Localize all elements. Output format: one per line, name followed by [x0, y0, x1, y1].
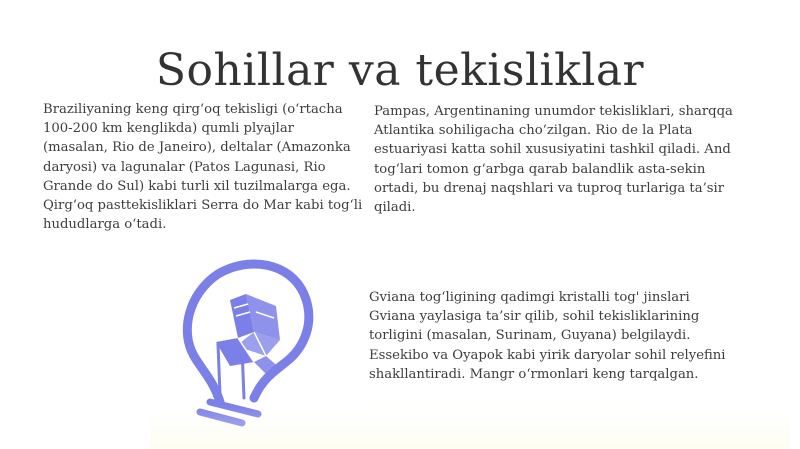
- paragraph-guiana: Gviana tog‘ligining qadimgi kristalli tog' jinslari Gviana yaylasiga ta’sir qilib, sohil tekisliklarining torligini (masalan, Surinam, Guyana) belgilaydi. Essekibo va Oyapok kabi yirik daryolar sohil relyefini shakllantiradi. Mangr o‘rmonlari keng tarqalgan.: [369, 290, 726, 382]
- background-glow: [150, 405, 790, 449]
- paragraph-pampas: Pampas, Argentinaning unumdor tekisliklari, sharqqa Atlantika sohiligacha cho‘zilgan. Rio de la Plata estuariyasi katta sohil xususiyatini tashkil qiladi. And tog‘lari tomon g‘arbga qarab balandlik asta-sekin ortadi, bu drenaj naqshlari va tuproq turlariga ta’sir qiladi.: [374, 104, 733, 216]
- slide-title: Sohillar va tekisliklar: [155, 45, 645, 97]
- paragraph-brazil: Braziliyaning keng qirg‘oq tekisligi (o‘rtacha 100-200 km kenglikda) qumli plyajlar (masalan, Rio de Janeiro), deltalar (Amazonka daryosi) va lagunalar (Patos Lagunasi, Rio Grande do Sul) kabi turli xil tuzilmalarga ega. Qirg‘oq pasttekisliklari Serra do Mar kabi tog‘li hududlarga o‘tadi.: [43, 102, 363, 233]
